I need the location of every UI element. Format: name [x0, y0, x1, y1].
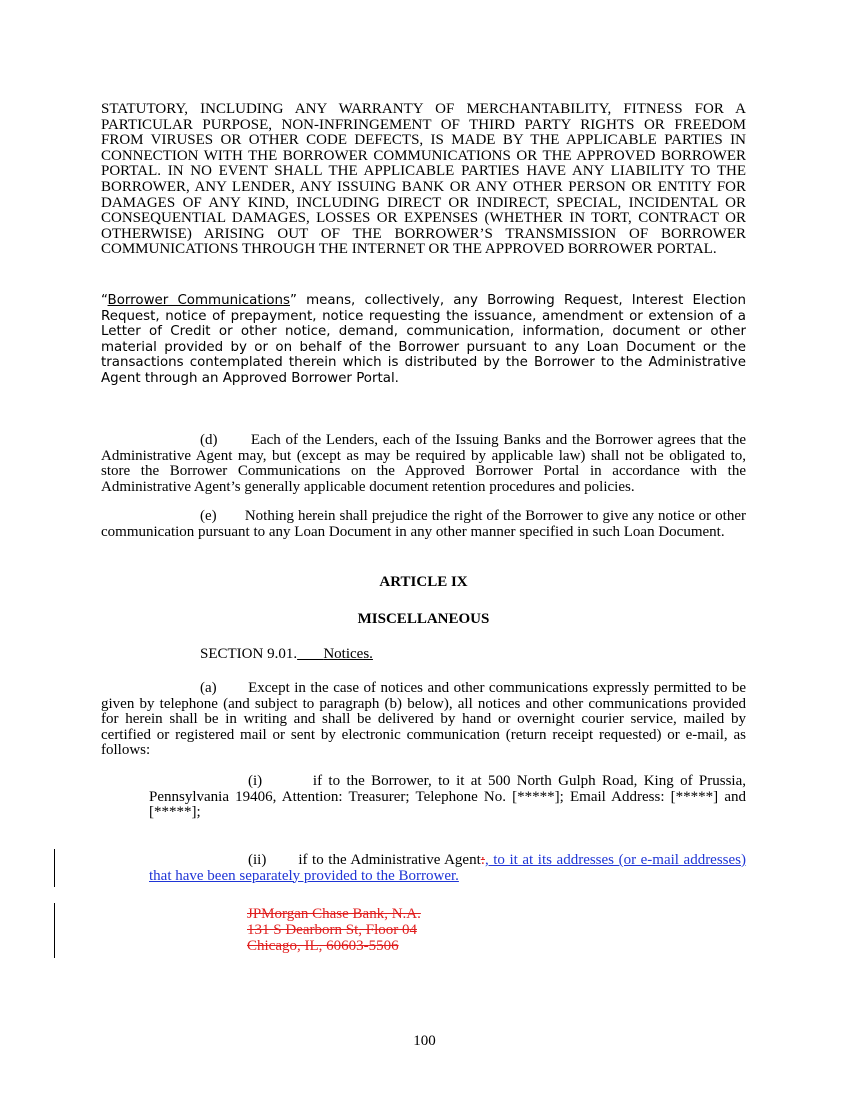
clause-ii-text: if to the Administrative Agent — [298, 852, 481, 868]
article-title: MISCELLANEOUS — [357, 611, 490, 627]
clause-i-label: (i) — [248, 773, 263, 789]
warranty-disclaimer-paragraph: STATUTORY, INCLUDING ANY WARRANTY OF MERCHANTABILITY, FITNESS FOR A PARTICULAR PURPOSE, NON-INFRINGEMENT OF THIRD PARTY RIGHTS OR FREEDOM FROM VIRUSES OR OTHER CODE DEFECTS, IS MADE BY THE APPLICABLE PARTIES IN CONNECTION WITH THE BORROWER COMMUNICATIONS OR THE APPROVED BORROWER PORTAL. IN NO EVENT SHALL THE APPLICABLE PARTIES HAVE ANY LIABILITY TO THE BORROWER, ANY LENDER, ANY ISSUING BANK OR ANY OTHER PERSON OR ENTITY FOR DAMAGES OF ANY KIND, INCLUDING DIRECT OR INDIRECT, SPECIAL, INCIDENTAL OR CONSEQUENTIAL DAMAGES, LOSSES OR EXPENSES (WHETHER IN TORT, CONTRACT OR OTHERWISE) ARISING OUT OF THE BORROWER’S TRANSMISSION OF BORROWER COMMUNICATIONS THROUGH THE INTERNET OR THE APPROVED BORROWER PORTAL. — [101, 101, 746, 258]
deleted-colon: : — [480, 852, 485, 868]
paragraph-e-text: Nothing herein shall prejudice the right of the Borrower to give any notice or other communication pursuant to any Loan Document in any other manner specified in such Loan Document. — [101, 508, 747, 540]
page-number: 100 — [413, 1033, 436, 1049]
deleted-address-line: 131 S Dearborn St, Floor 04 — [247, 922, 417, 938]
clause-i — [149, 774, 746, 821]
paragraph-a-label: (a) — [200, 680, 217, 696]
clause-i-text: if to the Borrower, to it at 500 North Gulph Road, King of Prussia, Pennsylvania 19406, Attention: Treasurer; Telephone No. [*****]; Email Address: [*****] and [*****]; — [149, 773, 746, 821]
deleted-address-block — [247, 906, 421, 954]
clause-ii — [149, 853, 746, 884]
paragraph-e-label: (e) — [200, 508, 217, 524]
definition-open-quote: “ — [101, 293, 108, 308]
inserted-text: , to it at its addresses (or e-mail addresses) that have been separately provided to the Borrower. — [149, 852, 747, 884]
definition-text: ” means, collectively, any Borrowing Request, Interest Election Request, notice of prepayment, notice requesting the issuance, amendment or extension of a Letter of Credit or other notice, demand, communication, information, document or other material provided by or on behalf of the Borrower pursuant to any Loan Document or the transactions contemplated therein which is distributed by the Borrower to the Administrative Agent through an Approved Borrower Portal. — [101, 293, 746, 386]
paragraph-a — [101, 681, 746, 759]
clause-ii-label: (ii) — [248, 852, 267, 868]
deleted-address-line: JPMorgan Chase Bank, N.A. — [247, 906, 421, 922]
paragraph-d-label: (d) — [200, 432, 218, 448]
section-title: Notices. — [323, 646, 373, 662]
paragraph-a-text: Except in the case of notices and other communications expressly permitted to be given by telephone (and subject to paragraph (b) below), all notices and other communications provided for herein shall be in writing and shall be delivered by hand or overnight courier service, mailed by certified or registered mail or sent by electronic communication (return receipt requested) or e-mail, as follows: — [101, 680, 746, 759]
deleted-address-line: Chicago, IL, 60603-5506 — [247, 938, 399, 954]
borrower-communications-definition — [101, 293, 746, 387]
defined-term: Borrower Communications — [107, 293, 290, 308]
section-number: SECTION 9.01. — [200, 646, 298, 662]
section-heading — [200, 647, 373, 663]
change-bar — [54, 849, 55, 887]
article-heading: ARTICLE IX — [379, 574, 468, 590]
paragraph-d — [101, 433, 746, 495]
paragraph-e — [101, 509, 746, 540]
change-bar — [54, 903, 55, 958]
paragraph-d-text: Each of the Lenders, each of the Issuing Banks and the Borrower agrees that the Administrative Agent may, but (except as may be required by applicable law) shall not be obligated to, store the Borrower Communications on the Approved Borrower Portal in accordance with the Administrative Agent’s generally applicable document retention procedures and policies. — [101, 432, 747, 495]
